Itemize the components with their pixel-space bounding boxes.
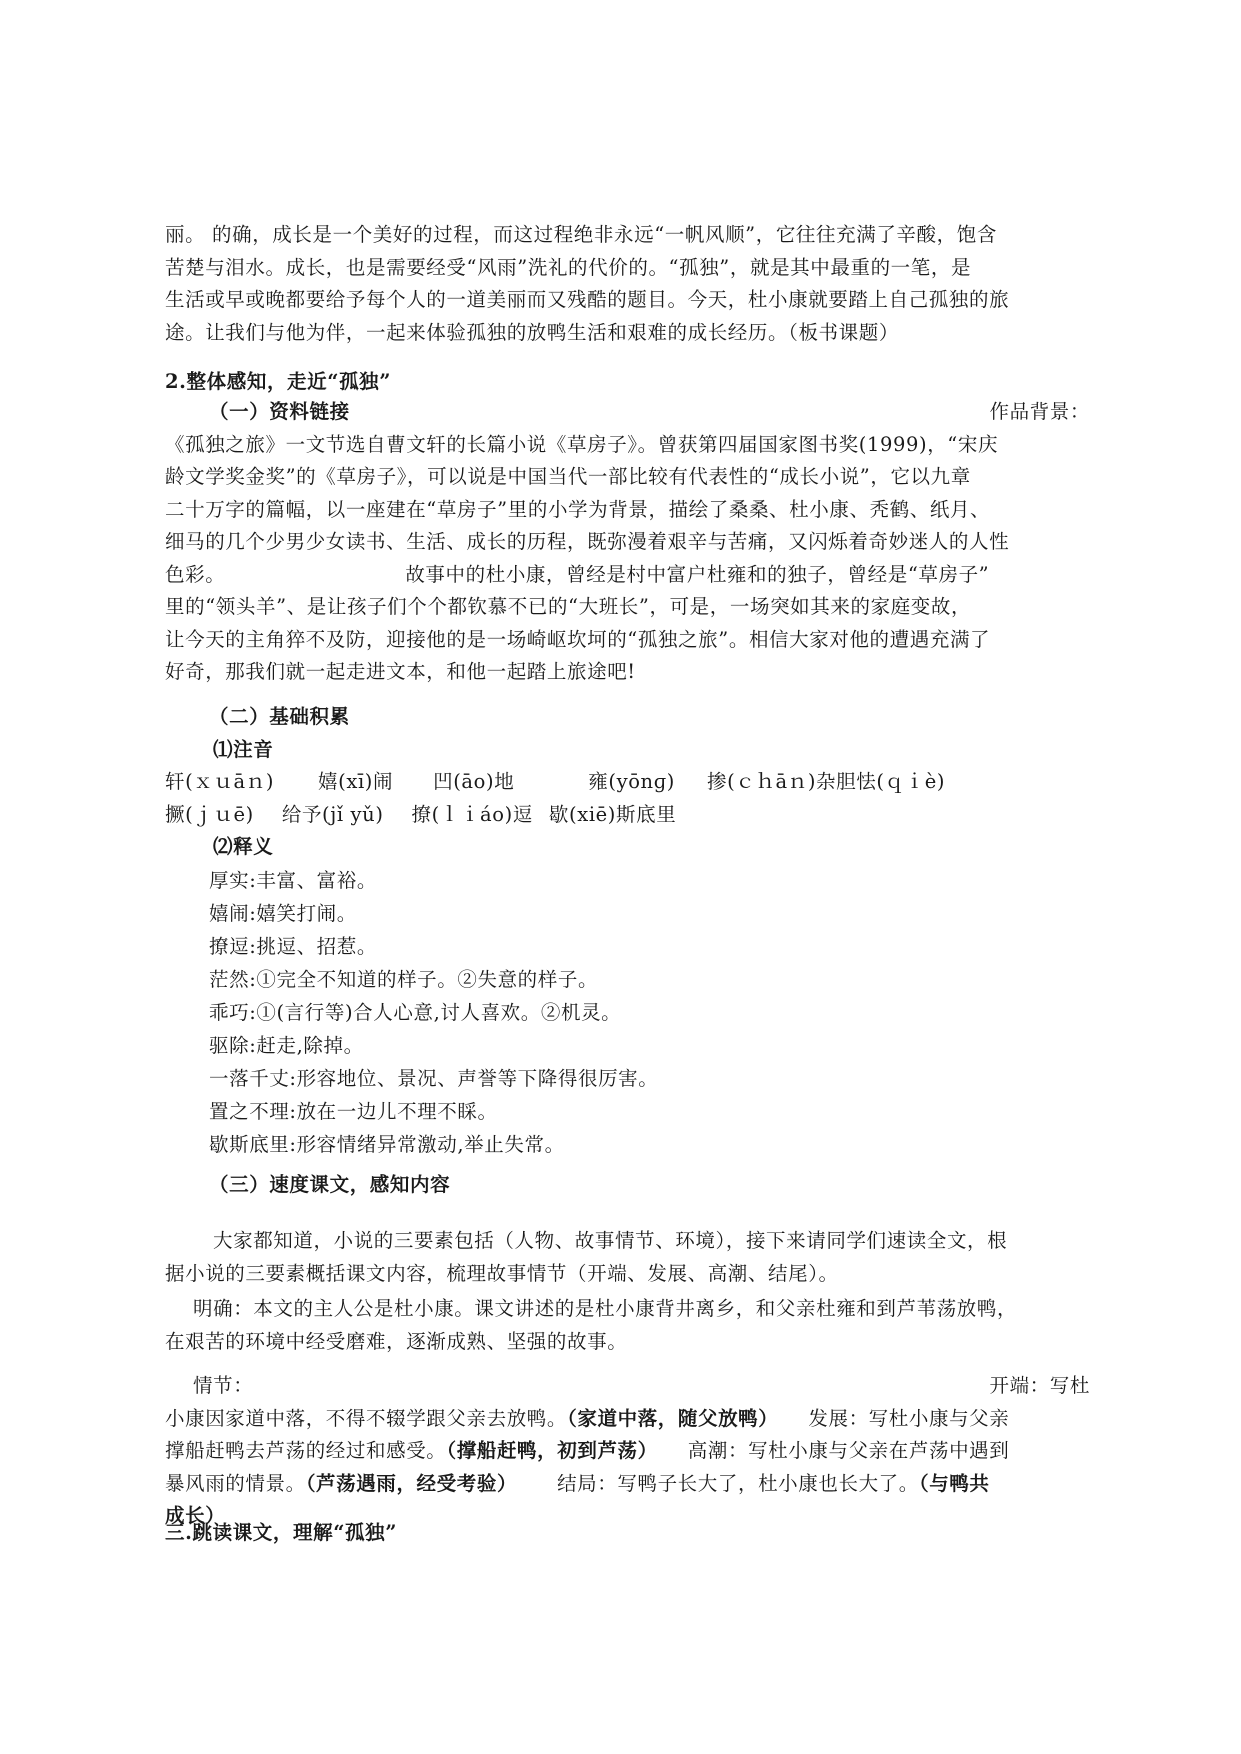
pinyin-item: 凹(āo)地 xyxy=(433,770,515,793)
subsection-heading: （一）资料链接 xyxy=(209,400,350,423)
text-line: 明确：本文的主人公是杜小康。课文讲述的是杜小康背井离乡，和父亲杜雍和到芦苇荡放鸭， xyxy=(193,1297,1018,1320)
text-fragment: 故事中的杜小康，曾经是村中富户杜雍和的独子，曾经是“草房子” xyxy=(405,562,990,586)
background-label: 作品背景： xyxy=(989,400,1090,423)
definition-item: 驱除:赶走,除掉。 xyxy=(209,1033,364,1057)
definition-item: 一落千丈:形容地位、景况、声誉等下降得很厉害。 xyxy=(209,1066,659,1090)
intro-line: 途。让我们与他为伴，一起来体验孤独的放鸭生活和艰难的成长经历。（板书课题） xyxy=(165,320,899,344)
pinyin-item: 嬉(xī)闹 xyxy=(318,770,394,793)
intro-line: 苦楚与泪水。成长，也是需要经受“风雨”洗礼的代价的。“孤独”，就是其中最重的一笔，是 xyxy=(165,255,972,279)
plot-summary: （家道中落，随父放鸭） xyxy=(567,1406,779,1430)
paragraph-answer xyxy=(165,1293,1090,1358)
plot-summary: 成长） xyxy=(165,1504,226,1527)
subsection-heading: （二）基础积累 xyxy=(209,705,350,728)
text-line: 《孤独之旅》一文节选自曹文轩的长篇小说《草房子》。曾获第四届国家图书奖(1999)，“宋庆 xyxy=(165,432,999,456)
text-line: 在艰苦的环境中经受磨难，逐渐成熟、坚强的故事。 xyxy=(165,1329,628,1353)
intro-line: 丽。 的确，成长是一个美好的过程，而这过程绝非永远“一帆风顺”，它往往充满了辛酸，饱含 xyxy=(165,223,997,246)
text-fragment: 撑船赶鸭去芦荡的经过和感受。 xyxy=(165,1439,447,1462)
intro-line: 生活或早或晚都要给予每个人的一道美丽而又残酷的题目。今天，杜小康就要踏上自己孤独的旅 xyxy=(165,288,1010,311)
definition-item: 茫然:①完全不知道的样子。②失意的样子。 xyxy=(209,967,599,991)
definition-item: 置之不理:放在一边儿不理不睬。 xyxy=(209,1099,498,1123)
intro-paragraph xyxy=(165,219,1090,349)
plot-start-label: 开端：写杜 xyxy=(989,1374,1090,1397)
subsection-heading: （三）速度课文，感知内容 xyxy=(209,1173,451,1196)
text-line: 好奇，那我们就一起走进文本，和他一起踏上旅途吧! xyxy=(165,660,636,683)
paragraph-elements xyxy=(165,1225,1090,1290)
pinyin-item: 掺(ｃｈāｎ)杂胆怯(ｑｉè) xyxy=(707,770,946,793)
definition-item: 厚实:丰富、富裕。 xyxy=(209,868,377,892)
text-fragment: 暴风雨的情景。 xyxy=(165,1471,306,1495)
text-fragment: 结局：写鸭子长大了，杜小康也长大了。 xyxy=(557,1471,919,1495)
text-line: 大家都知道，小说的三要素包括（人物、故事情节、环境），接下来请同学们速读全文，根 xyxy=(213,1229,1008,1252)
pinyin-item: 撅(ｊｕē) xyxy=(165,802,254,826)
text-line: 让今天的主角猝不及防，迎接他的是一场崎岖坎坷的“孤独之旅”。相信大家对他的遭遇充满了 xyxy=(165,627,991,651)
text-fragment: 高潮：写杜小康与父亲在芦荡中遇到 xyxy=(687,1439,1010,1462)
subsection-materials xyxy=(165,396,1090,689)
plot-paragraph xyxy=(165,1370,1090,1533)
section-2 xyxy=(165,366,1090,399)
pinyin-item: 雍(yōnɡ) xyxy=(588,770,676,793)
pinyin-item: 撩(ｌｉáo)逗 xyxy=(411,802,533,826)
plot-label: 情节： xyxy=(193,1374,254,1397)
pinyin-item: 歇(xiē)斯底里 xyxy=(548,802,677,826)
plot-summary: （与鸭共 xyxy=(918,1471,990,1495)
text-line: 里的“领头羊”、是让孩子们个个都钦慕不已的“大班长”，可是，一场突如其来的家庭变故， xyxy=(165,595,972,618)
pinyin-item: 给予(jǐ yǔ) xyxy=(281,802,384,826)
pinyin-heading: ⑴注音 xyxy=(213,737,274,761)
section-heading: 三.跳读课文，理解“孤独” xyxy=(165,1521,398,1544)
definition-item: 撩逗:挑逗、招惹。 xyxy=(209,934,377,958)
text-fragment: 发展：写杜小康与父亲 xyxy=(808,1406,1010,1430)
text-line: 据小说的三要素概括课文内容，梳理故事情节（开端、发展、高潮、结尾）。 xyxy=(165,1261,839,1285)
definition-item: 歇斯底里:形容情绪异常激动,举止失常。 xyxy=(209,1132,565,1156)
definition-item: 乖巧:①(言行等)合人心意,讨人喜欢。②机灵。 xyxy=(209,1000,622,1024)
section-heading: 2.整体感知，走近“孤独” xyxy=(165,370,392,393)
text-fragment: 小康因家道中落，不得不辍学跟父亲去放鸭。 xyxy=(165,1406,568,1430)
definition-item: 嬉闹:嬉笑打闹。 xyxy=(209,901,357,925)
subsection-reading xyxy=(165,1169,1090,1202)
subsection-basics xyxy=(165,701,1090,1161)
plot-summary: （芦荡遇雨，经受考验） xyxy=(305,1471,518,1495)
text-line: 龄文学奖金奖”的《草房子》，可以说是中国当代一部比较有代表性的“成长小说”，它以九章 xyxy=(165,465,971,488)
pinyin-line xyxy=(165,766,1090,799)
section-3 xyxy=(165,1517,1090,1550)
pinyin-item: 轩(ｘｕāｎ) xyxy=(165,770,275,793)
text-line: 细马的几个少男少女读书、生活、成长的历程，既弥漫着艰辛与苦痛，又闪烁着奇妙迷人的人性 xyxy=(165,530,1010,553)
meaning-heading: ⑵释义 xyxy=(213,835,274,858)
pinyin-line xyxy=(165,799,1090,832)
text-fragment: 色彩。 xyxy=(165,562,226,586)
text-line: 二十万字的篇幅，以一座建在“草房子”里的小学为背景，描绘了桑桑、杜小康、秃鹤、纸月、 xyxy=(165,497,991,521)
plot-summary: （撑船赶鸭，初到芦荡） xyxy=(446,1439,658,1462)
